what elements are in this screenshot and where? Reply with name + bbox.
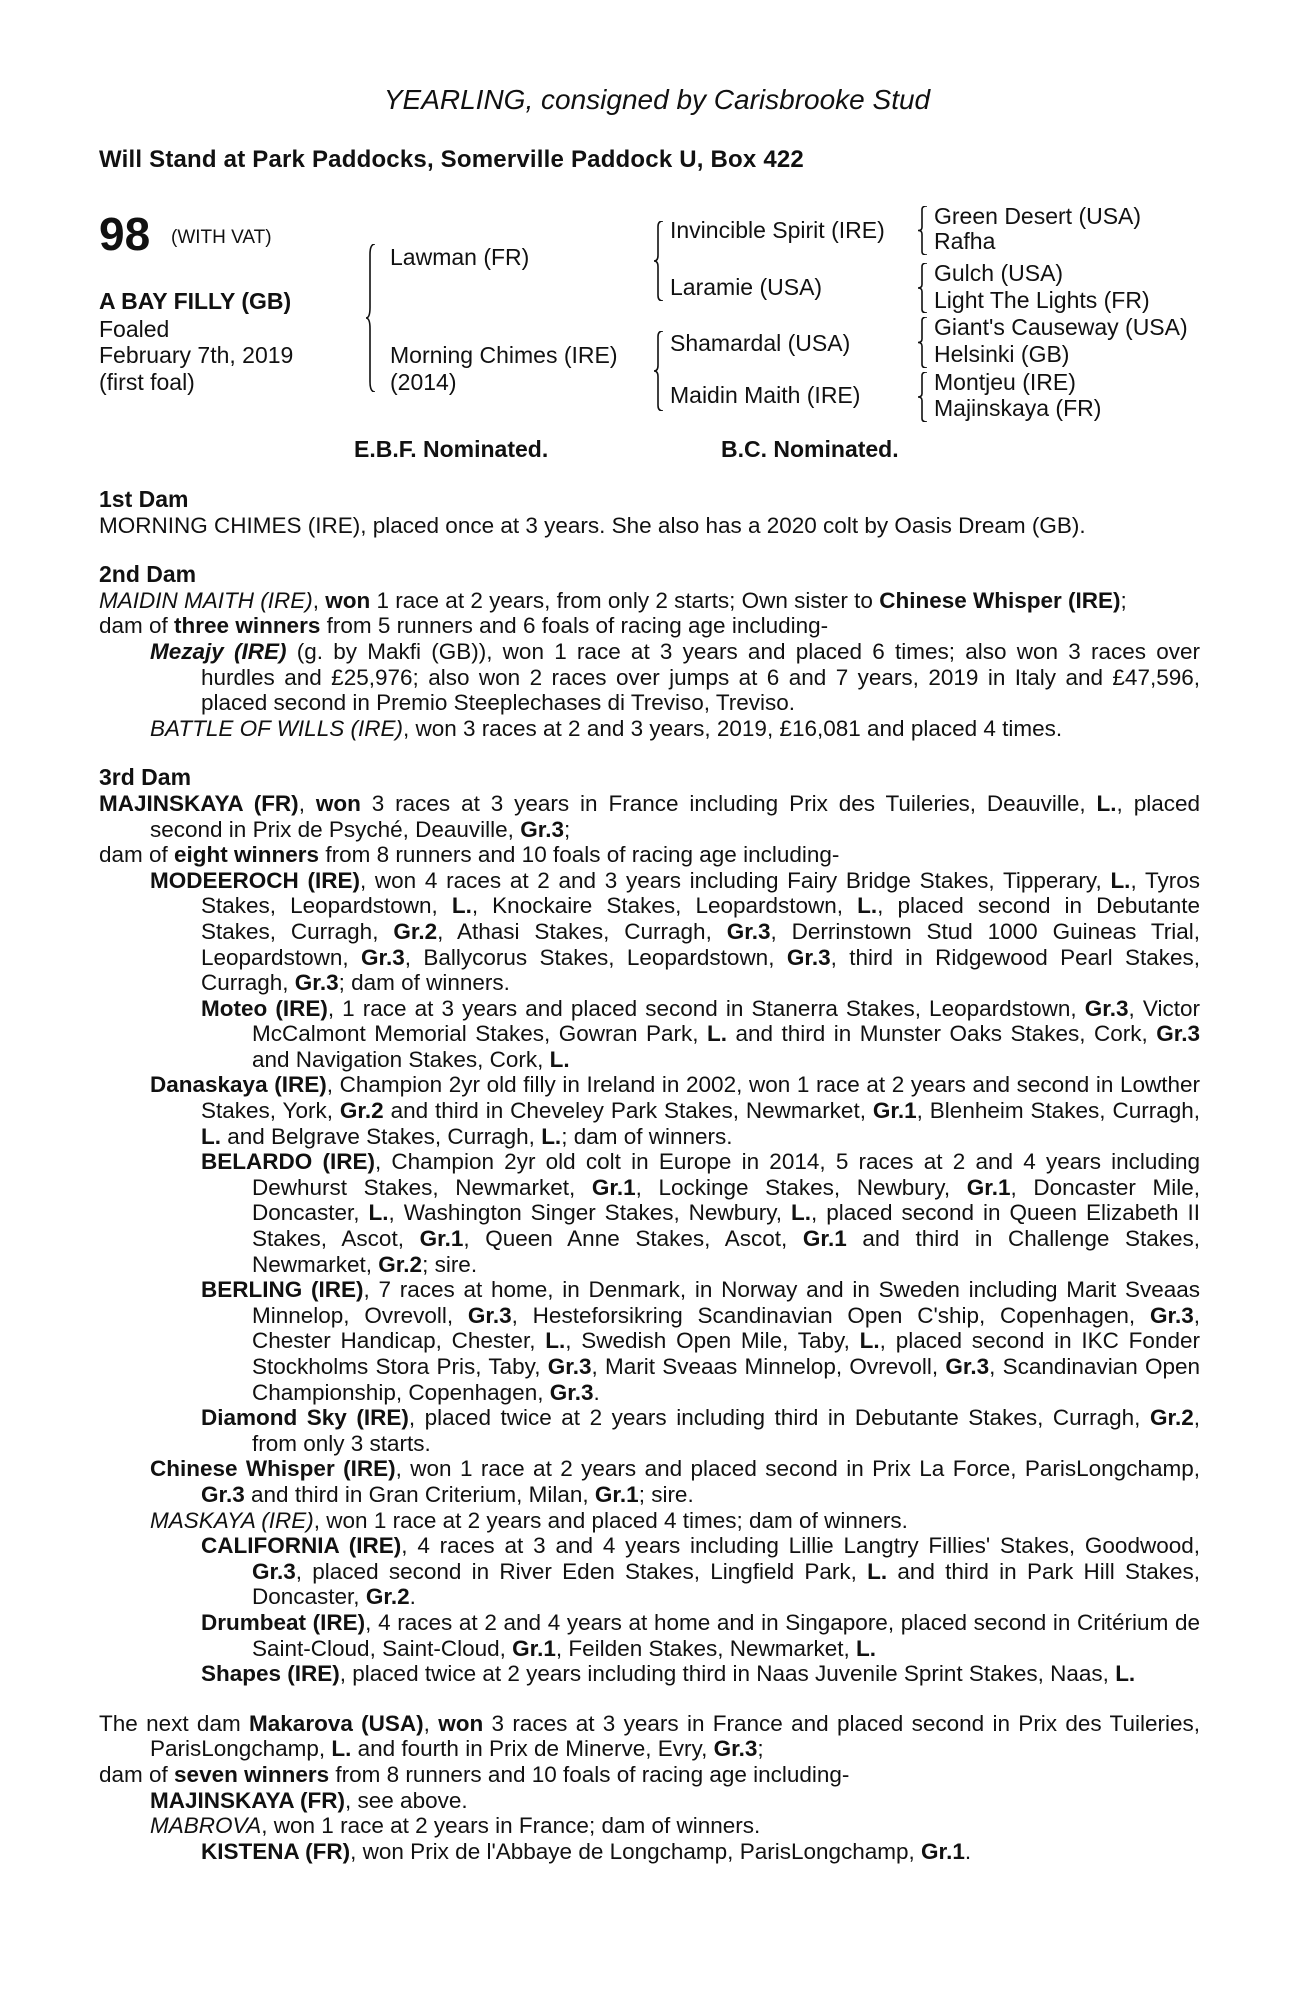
entry-text: , third in Ridgewood Pearl Stakes, Curragh, [201,944,1200,996]
produce-entry [99,868,1200,996]
entry-text: , placed second in Debutante Stakes, Curragh, [201,893,1200,944]
section-heading: 3rd Dam [99,764,192,791]
ancestor-name: Majinskaya (FR) [934,395,1102,421]
entry-text: ; dam of winners. [561,1123,733,1149]
entry-text: , Ballycorus Stakes, Leopardstown, [404,944,787,970]
entry-text: ; dam of winners. [338,970,510,996]
entry-text: from 8 runners and 10 foals of racing age including- [319,842,840,868]
entry-text: The next dam [99,1710,250,1736]
entry-text: , placed second in IKC Fonder Stockholms Stora Pris, Taby, [252,1328,1200,1379]
entry-text: . [593,1379,600,1405]
emphasized-text: three winners [174,613,321,639]
emphasized-text: Gr.1 [594,1481,639,1507]
entry-text: , Scandinavian Open Championship, Copenhagen, [252,1354,1200,1405]
vat-note: (WITH VAT) [171,227,272,248]
page-title: YEARLING, consigned by Carisbrooke Stud [383,84,931,115]
emphasized-text: Gr.3 [1149,1302,1194,1328]
emphasized-text: L. [331,1736,352,1762]
entry-text: and third in Gran Criterium, Milan, [244,1481,595,1507]
entry-text: , won 1 race at 2 years and placed 4 times; dam of winners. [313,1507,908,1533]
emphasized-text: Moteo (IRE) [201,995,328,1021]
entry-text: , Blenheim Stakes, Curragh, [916,1098,1200,1124]
ancestor-name: Rafha [934,228,996,254]
emphasized-text: Gr.3 [520,816,564,842]
produce-entry [99,1711,1200,1762]
emphasized-text: L. [867,1558,888,1584]
pedigree-brace-ancestors [918,263,928,313]
emphasized-text: MAJINSKAYA (FR) [99,790,299,816]
produce-entry [99,1405,1200,1456]
sire-dam-name: Laramie (USA) [670,274,823,300]
emphasized-text: L. [856,1635,877,1661]
emphasized-text: L. [707,1021,727,1047]
entry-text: , [423,1710,439,1736]
entry-text: and third in Park Hill Stakes, Doncaster, [252,1558,1200,1610]
entry-text: 3 races at 3 years in France including Prix des Tuileries, Deauville, [360,790,1097,816]
entry-text: , Chester Handicap, Chester, [252,1302,1200,1354]
sire-name: Lawman (FR) [390,244,530,270]
section-heading: 2nd Dam [99,561,197,588]
emphasized-text: Gr.1 [591,1174,636,1200]
emphasized-text: L. [545,1328,566,1354]
entry-text: , see above. [345,1787,468,1813]
entry-text: and Belgrave Stakes, Curragh, [221,1123,542,1149]
produce-entry [99,613,1200,639]
entry-text: , 1 race at 3 years and placed second in Stanerra Stakes, Leopardstown, [327,995,1085,1021]
lot-number: 98 [99,208,151,260]
dam-section [99,562,1200,741]
dam-dam-name: Maidin Maith (IRE) [670,382,861,408]
entry-text: , won 3 races at 2 and 3 years, 2019, £16,081 and placed 4 times. [402,715,1063,741]
entry-text: , Champion 2yr old filly in Ireland in 2002, won 1 race at 2 years and second in Lowther Stakes, York, [201,1072,1200,1124]
entry-text: , 7 races at home, in Denmark, in Norway and in Sweden including Marit Sveaas Minnelop, Ovrevoll, [252,1277,1201,1328]
emphasized-text: Gr.3 [252,1558,296,1584]
produce-entry [99,996,1200,1073]
entry-text: dam of [99,613,175,639]
emphasized-text: Gr.3 [1156,1021,1200,1047]
emphasized-text: Gr.1 [872,1098,917,1124]
emphasized-text: Gr.1 [921,1838,965,1864]
pedigree-brace-parents [366,244,376,392]
entry-text: , [298,790,316,816]
entry-text: and Navigation Stakes, Cork, [252,1046,550,1072]
emphasized-text: seven winners [174,1761,330,1787]
emphasized-text: Gr.1 [512,1635,556,1661]
entry-text: , [312,587,326,613]
produce-entry [99,639,1200,716]
entry-text: , 4 races at 2 and 4 years at home and in Singapore, placed second in Critérium de Saint-Cloud, Saint-Cloud, [252,1609,1200,1661]
produce-entry [99,513,1200,539]
emphasized-text: L. [1115,1661,1136,1687]
entry-text: (g. by Makfi (GB)), won 1 race at 3 years and placed 6 times; also won 3 races over hurdles and £25,976; also won 2 races over jumps at 6 and 7 years, 2019 in Italy and £47,596, placed second in Premio Steeplechases di Treviso, Treviso. [201,638,1200,716]
foal-note: (first foal) [99,369,195,395]
produce-entry [99,842,1200,868]
emphasized-text: L. [541,1123,562,1149]
dam-section [99,1711,1200,1865]
entry-text: , Queen Anne Stakes, Ascot, [463,1226,803,1252]
produce-entry [99,1762,1200,1788]
entry-text: and third in Munster Oaks Stakes, Cork, [727,1021,1157,1047]
produce-entry [99,1661,1200,1687]
ancestor-name: Montjeu (IRE) [934,369,1076,395]
entry-text: ; [757,1736,764,1762]
emphasized-text: Gr.2 [378,1251,423,1277]
emphasized-text: Shapes (IRE) [201,1661,340,1687]
section-heading: 1st Dam [99,486,189,512]
emphasized-text: L. [1096,790,1117,816]
produce-entry [99,588,1200,614]
emphasized-text: L. [549,1046,570,1072]
emphasized-text: Gr.3 [294,970,339,996]
stand-location: Will Stand at Park Paddocks, Somerville Paddock U, Box 422 [99,146,804,173]
emphasized-text: Chinese Whisper (IRE) [879,587,1121,613]
entry-text: , placed second in Queen Elizabeth II Stakes, Ascot, [252,1200,1200,1252]
emphasized-text: Gr.2 [339,1098,384,1124]
entry-text: , Swedish Open Mile, Taby, [565,1328,860,1354]
produce-entry [99,716,1200,742]
entry-text: , Washington Singer Stakes, Newbury, [388,1200,791,1226]
ancestor-name: Helsinki (GB) [934,341,1070,367]
entry-text: , won Prix de l'Abbaye de Longchamp, ParisLongchamp, [350,1838,922,1864]
emphasized-text: Gr.3 [713,1736,758,1762]
entry-text: ; sire. [422,1251,478,1277]
entry-text: , Knockaire Stakes, Leopardstown, [471,893,858,919]
entry-text: , Athasi Stakes, Curragh, [437,918,727,944]
emphasized-text: L. [857,893,878,919]
emphasized-text: Gr.1 [966,1174,1011,1200]
foaled-date: February 7th, 2019 [99,342,294,368]
emphasized-text: Gr.1 [419,1226,464,1252]
entry-text: , Champion 2yr old colt in Europe in 2014, 5 races at 2 and 4 years including Dewhurst Stakes, Newmarket, [252,1149,1200,1200]
emphasized-text: Gr.3 [360,944,405,970]
produce-entry [99,1610,1200,1661]
emphasized-text: Diamond Sky (IRE) [201,1405,409,1431]
entry-text: , placed twice at 2 years including third in Debutante Stakes, Curragh, [408,1405,1150,1431]
entry-text: , Marit Sveaas Minnelop, Ovrevoll, [591,1354,946,1379]
emphasized-text: Gr.1 [802,1226,847,1252]
emphasized-text: Makarova (USA) [249,1710,424,1736]
emphasized-text: Gr.3 [467,1302,512,1328]
produce-entry [99,1277,1200,1405]
emphasized-text: BERLING (IRE) [201,1277,364,1303]
ancestor-name: Giant's Causeway (USA) [934,314,1188,340]
emphasized-text: L. [1110,867,1131,893]
dam-sire-name: Shamardal (USA) [670,330,851,356]
entry-text: , Tyros Stakes, Leopardstown, [201,867,1200,919]
produce-entry [99,1149,1200,1277]
produce-entry [99,1788,1200,1814]
produce-entry [99,1813,1200,1839]
ebf-nomination: E.B.F. Nominated. [354,436,549,462]
entry-text: ; [1120,587,1127,613]
emphasized-text: MAIDIN MAITH (IRE) [99,587,313,613]
pedigree-brace-sire-side [654,221,664,301]
emphasized-text: eight winners [174,842,320,868]
emphasized-text: BATTLE OF WILLS (IRE) [150,715,403,741]
ancestor-name: Light The Lights (FR) [934,287,1150,313]
entry-text: and third in Cheveley Park Stakes, Newmarket, [383,1098,873,1124]
foaled-label: Foaled [99,316,170,342]
emphasized-text: won [438,1710,484,1736]
entry-text: 3 races at 3 years in France and placed second in Prix des Tuileries, ParisLongchamp, [150,1710,1200,1762]
dam-name: Morning Chimes (IRE) [390,342,618,368]
emphasized-text: Gr.3 [726,918,771,944]
entry-text: from 8 runners and 10 foals of racing age including- [329,1761,850,1787]
horse-name: A BAY FILLY (GB) [99,288,292,314]
entry-text: , placed twice at 2 years including third in Naas Juvenile Sprint Stakes, Naas, [339,1661,1116,1687]
emphasized-text: L. [451,893,472,919]
emphasized-text: MAJINSKAYA (FR) [150,1787,346,1813]
emphasized-text: Gr.2 [1149,1405,1194,1431]
entry-text: . [409,1584,416,1610]
emphasized-text: Gr.2 [365,1584,410,1610]
emphasized-text: Gr.3 [549,1379,594,1405]
emphasized-text: MABROVA [150,1813,262,1839]
emphasized-text: Danaskaya (IRE) [150,1072,327,1098]
bc-nomination: B.C. Nominated. [721,436,899,462]
emphasized-text: Drumbeat (IRE) [201,1609,366,1635]
entry-text: and third in Challenge Stakes, Newmarket, [252,1226,1201,1277]
dam-section [99,765,1200,1686]
entry-text: , Feilden Stakes, Newmarket, [555,1635,857,1661]
emphasized-text: BELARDO (IRE) [201,1149,375,1175]
emphasized-text: won [315,790,361,816]
ancestor-name: Green Desert (USA) [934,203,1142,229]
entry-text: MORNING CHIMES (IRE), placed once at 3 years. She also has a 2020 colt by Oasis Dream (GB). [99,512,1086,538]
dam-section [99,487,1200,538]
entry-text: , Lockinge Stakes, Newbury, [635,1174,967,1200]
ancestor-name: Gulch (USA) [934,260,1064,286]
emphasized-text: L. [859,1328,880,1354]
emphasized-text: CALIFORNIA (IRE) [201,1533,402,1559]
entry-text: dam of [99,842,175,868]
pedigree-brace-ancestors [918,206,928,255]
entry-text: , Hesteforsikring Scandinavian Open C'ship, Copenhagen, [511,1302,1150,1328]
entry-text: and fourth in Prix de Minerve, Evry, [351,1736,714,1762]
entry-text: , won 4 races at 2 and 3 years including Fairy Bridge Stakes, Tipperary, [359,867,1111,893]
entry-text: . [964,1838,972,1864]
emphasized-text: MODEEROCH (IRE) [150,867,360,893]
entry-text: , from only 3 starts. [252,1405,1200,1456]
emphasized-text: Gr.3 [1084,995,1129,1021]
emphasized-text: MASKAYA (IRE) [150,1507,314,1533]
emphasized-text: Chinese Whisper (IRE) [150,1456,396,1482]
emphasized-text: Gr.3 [945,1354,990,1379]
produce-entry [99,1839,1200,1865]
emphasized-text: Gr.3 [201,1481,245,1507]
produce-entry [99,1456,1200,1507]
produce-entry [99,1533,1200,1610]
pedigree-brace-ancestors [918,317,928,368]
entry-text: , Derrinstown Stud 1000 Guineas Trial, Leopardstown, [201,918,1200,970]
pedigree-brace-ancestors [918,372,928,422]
entry-text: dam of [99,1761,175,1787]
emphasized-text: won [325,587,371,613]
produce-entry [99,791,1200,842]
pedigree-brace-dam-side [654,331,664,411]
emphasized-text: L. [368,1200,389,1226]
entry-text: ; sire. [638,1481,694,1507]
entry-text: ; [563,816,571,842]
emphasized-text: Gr.2 [393,918,438,944]
emphasized-text: Mezajy (IRE) [150,638,287,664]
dam-foaling-year: (2014) [390,369,457,395]
entry-text: , Victor McCalmont Memorial Stakes, Gowran Park, [252,995,1201,1047]
produce-entry [99,1072,1200,1149]
entry-text: , placed second in River Eden Stakes, Lingfield Park, [295,1558,868,1584]
emphasized-text: L. [201,1123,221,1149]
produce-entry [99,1508,1200,1534]
emphasized-text: Gr.3 [547,1354,592,1379]
entry-text: , won 1 race at 2 years and placed second in Prix La Force, ParisLongchamp, [395,1456,1200,1482]
entry-text: 1 race at 2 years, from only 2 starts; Own sister to [370,587,880,613]
emphasized-text: KISTENA (FR) [201,1838,351,1864]
entry-text: from 5 runners and 6 foals of racing age including- [320,613,829,639]
emphasized-text: L. [791,1200,811,1226]
entry-text: , placed second in Prix de Psyché, Deauville, [150,790,1200,842]
entry-text: , Doncaster Mile, Doncaster, [252,1174,1200,1226]
emphasized-text: Gr.3 [786,944,831,970]
entry-text: , 4 races at 3 and 4 years including Lillie Langtry Fillies' Stakes, Goodwood, [401,1533,1200,1559]
produce-record [99,487,1200,1864]
sire-sire-name: Invincible Spirit (IRE) [670,217,885,243]
entry-text: , won 1 race at 2 years in France; dam of winners. [261,1813,761,1839]
